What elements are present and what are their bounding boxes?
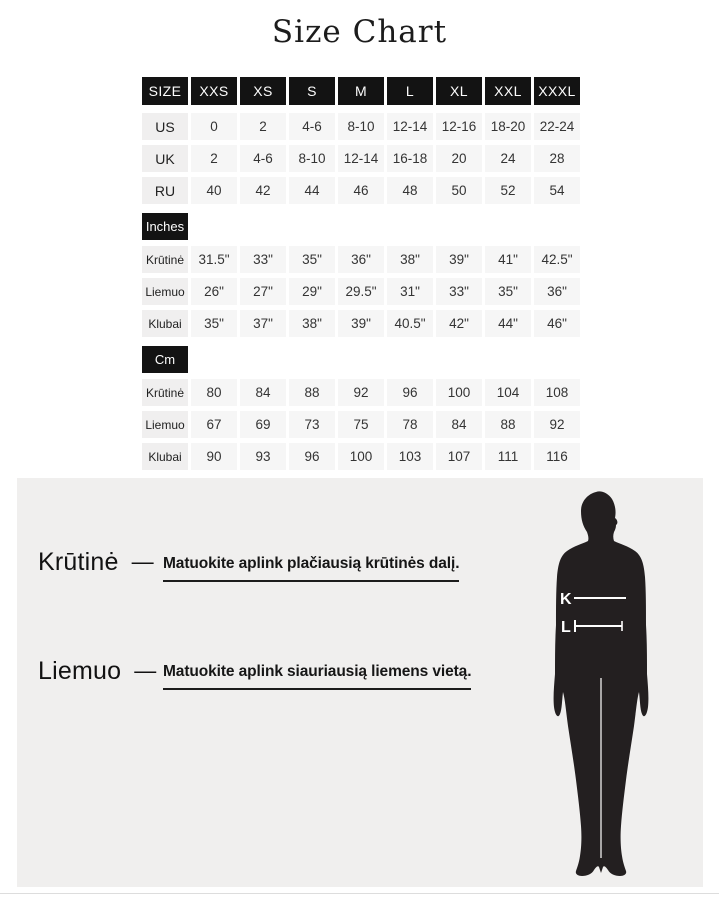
header-cell: XS (240, 77, 286, 105)
size-value-cell: 100 (436, 379, 482, 406)
size-value-cell: 103 (387, 443, 433, 470)
size-value-cell: 29.5" (338, 278, 384, 305)
size-value-cell: 54 (534, 177, 580, 204)
size-value-cell: 12-14 (338, 145, 384, 172)
size-value-cell: 2 (191, 145, 237, 172)
size-value-cell: 73 (289, 411, 335, 438)
size-value-cell: 88 (485, 411, 531, 438)
size-value-cell: 41" (485, 246, 531, 273)
row-label-cell: US (142, 113, 188, 140)
table-row-hips-cm (142, 443, 580, 470)
table-row-chest-inches (142, 246, 580, 273)
size-value-cell: 75 (338, 411, 384, 438)
size-value-cell: 96 (289, 443, 335, 470)
guide-label-text: Liemuo (38, 657, 122, 685)
row-label-cell: Klubai (142, 443, 188, 470)
size-value-cell: 46" (534, 310, 580, 337)
size-value-cell: 33" (436, 278, 482, 305)
size-value-cell: 42.5" (534, 246, 580, 273)
size-value-cell: 88 (289, 379, 335, 406)
size-value-cell: 92 (338, 379, 384, 406)
dash-separator: — (134, 657, 157, 683)
section-row-cm (142, 346, 580, 373)
row-label-cell: Krūtinė (142, 379, 188, 406)
size-value-cell: 36" (338, 246, 384, 273)
size-value-cell: 39" (436, 246, 482, 273)
page-title: Size Chart (271, 14, 448, 50)
row-label-cell: Klubai (142, 310, 188, 337)
size-value-cell: 92 (534, 411, 580, 438)
size-value-cell: 4-6 (289, 113, 335, 140)
table-row-waist-inches (142, 278, 580, 305)
size-value-cell: 69 (240, 411, 286, 438)
size-value-cell: 0 (191, 113, 237, 140)
row-label-cell: Krūtinė (142, 246, 188, 273)
size-value-cell: 93 (240, 443, 286, 470)
size-value-cell: 67 (191, 411, 237, 438)
size-value-cell: 2 (240, 113, 286, 140)
size-value-cell: 35" (289, 246, 335, 273)
size-value-cell: 52 (485, 177, 531, 204)
size-value-cell: 28 (534, 145, 580, 172)
table-row-uk (142, 145, 580, 172)
size-value-cell: 50 (436, 177, 482, 204)
section-row-inches (142, 213, 580, 240)
size-value-cell: 12-16 (436, 113, 482, 140)
size-value-cell: 44 (289, 177, 335, 204)
size-value-cell: 29" (289, 278, 335, 305)
row-label-cell: Liemuo (142, 411, 188, 438)
measure-guide-panel (17, 478, 703, 887)
size-value-cell: 35" (191, 310, 237, 337)
size-value-cell: 90 (191, 443, 237, 470)
header-cell: SIZE (142, 77, 188, 105)
guide-instruction-waist: Matuokite aplink siauriausią liemens vietą. (163, 663, 471, 690)
size-value-cell: 96 (387, 379, 433, 406)
row-label-cell: Liemuo (142, 278, 188, 305)
size-value-cell: 39" (338, 310, 384, 337)
size-value-cell: 8-10 (289, 145, 335, 172)
guide-label-text: Krūtinė (38, 548, 119, 576)
size-value-cell: 104 (485, 379, 531, 406)
size-value-cell: 22-24 (534, 113, 580, 140)
size-value-cell: 46 (338, 177, 384, 204)
table-row-ru (142, 177, 580, 204)
size-value-cell: 8-10 (338, 113, 384, 140)
size-value-cell: 42 (240, 177, 286, 204)
dash-separator: — (131, 548, 154, 574)
size-value-cell: 31" (387, 278, 433, 305)
size-value-cell: 16-18 (387, 145, 433, 172)
size-value-cell: 27" (240, 278, 286, 305)
size-value-cell: 48 (387, 177, 433, 204)
size-value-cell: 20 (436, 145, 482, 172)
size-value-cell: 84 (240, 379, 286, 406)
header-cell: XXXL (534, 77, 580, 105)
size-value-cell: 36" (534, 278, 580, 305)
table-row-hips-inches (142, 310, 580, 337)
size-value-cell: 111 (485, 443, 531, 470)
header-cell: L (387, 77, 433, 105)
row-label-cell: UK (142, 145, 188, 172)
size-value-cell: 44" (485, 310, 531, 337)
size-value-cell: 26" (191, 278, 237, 305)
size-value-cell: 42" (436, 310, 482, 337)
size-value-cell: 107 (436, 443, 482, 470)
size-value-cell: 4-6 (240, 145, 286, 172)
section-label-cell: Cm (142, 346, 188, 373)
guide-instruction-chest: Matuokite aplink plačiausią krūtinės dalį. (163, 555, 459, 582)
size-value-cell: 24 (485, 145, 531, 172)
row-label-cell: RU (142, 177, 188, 204)
bottom-divider (0, 893, 719, 894)
size-value-cell: 100 (338, 443, 384, 470)
size-value-cell: 108 (534, 379, 580, 406)
guide-label-chest (38, 548, 154, 577)
header-cell: XXS (191, 77, 237, 105)
size-value-cell: 80 (191, 379, 237, 406)
size-value-cell: 78 (387, 411, 433, 438)
table-row-waist-cm (142, 411, 580, 438)
size-value-cell: 37" (240, 310, 286, 337)
section-label-cell: Inches (142, 213, 188, 240)
size-value-cell: 18-20 (485, 113, 531, 140)
header-cell: XL (436, 77, 482, 105)
size-value-cell: 40.5" (387, 310, 433, 337)
size-value-cell: 38" (387, 246, 433, 273)
waist-marker-l: L (561, 619, 571, 636)
size-value-cell: 116 (534, 443, 580, 470)
body-silhouette (548, 486, 654, 878)
size-value-cell: 31.5" (191, 246, 237, 273)
table-row-us (142, 113, 580, 140)
table-row-chest-cm (142, 379, 580, 406)
guide-label-waist (38, 657, 156, 686)
header-cell: M (338, 77, 384, 105)
size-value-cell: 40 (191, 177, 237, 204)
header-cell: S (289, 77, 335, 105)
size-value-cell: 35" (485, 278, 531, 305)
size-value-cell: 12-14 (387, 113, 433, 140)
table-header-row (142, 77, 580, 105)
size-value-cell: 84 (436, 411, 482, 438)
size-table (142, 77, 580, 470)
size-value-cell: 38" (289, 310, 335, 337)
header-cell: XXL (485, 77, 531, 105)
size-value-cell: 33" (240, 246, 286, 273)
chest-marker-k: K (560, 591, 572, 608)
